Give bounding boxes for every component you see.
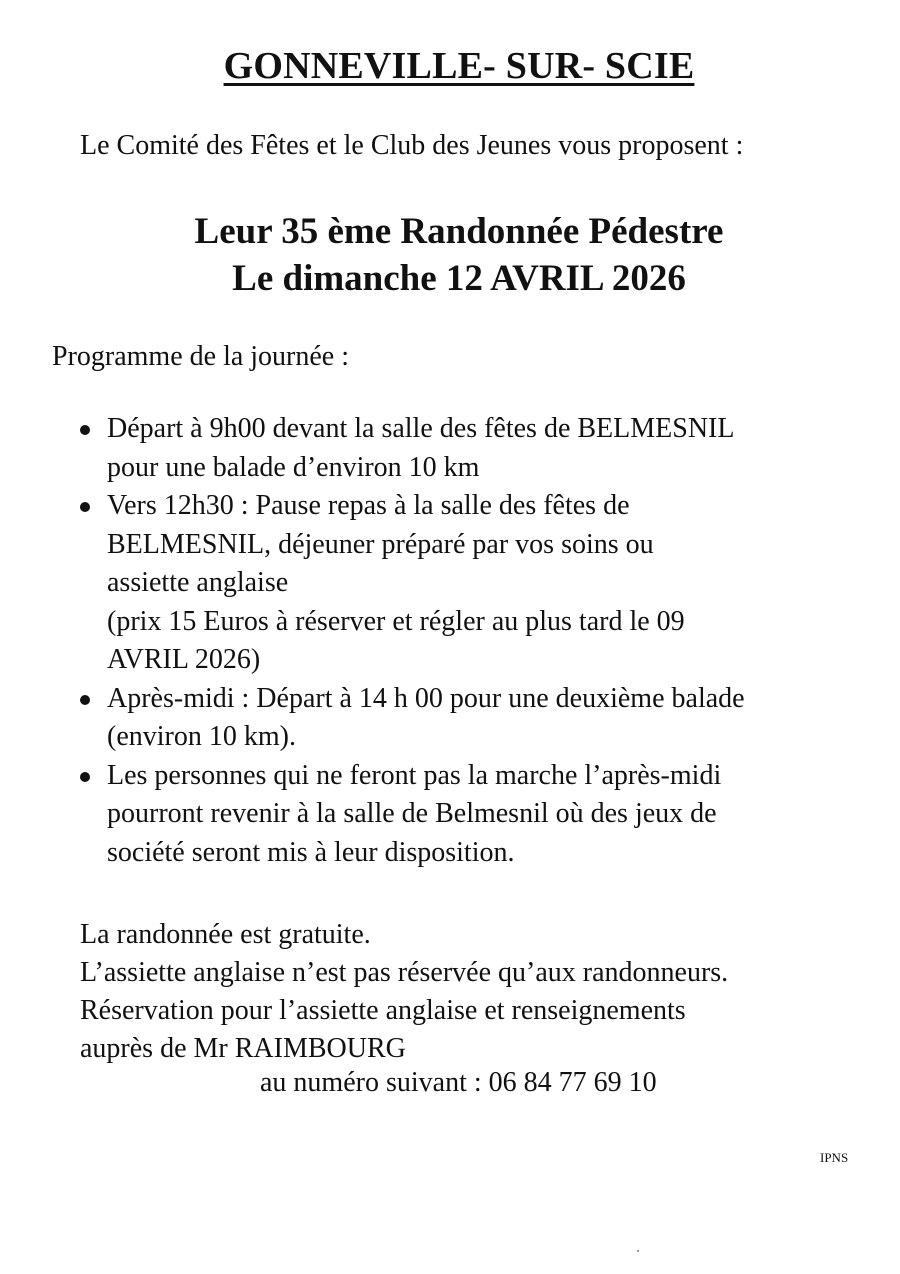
ipns-mark: IPNS [820,1150,849,1165]
program-line: pourront revenir à la salle de Belmesnil où des jeux de [107,798,717,829]
program-item-departure [78,410,868,487]
program-line: Après-midi : Départ à 14 h 00 pour une deuxième balade [107,682,745,714]
footer-info [80,916,728,1068]
page-title: GONNEVILLE- SUR- SCIE [223,45,695,87]
bullet-icon [80,425,90,435]
programme-label: Programme de la journée : [52,341,350,372]
program-line: Vers 12h30 : Pause repas à la salle des fêtes de [107,490,630,521]
intro-text: Le Comité des Fêtes et le Club des Jeunes vous proposent : [80,130,744,161]
bullet-icon [80,772,90,782]
program-line: société seront mis à leur disposition. [107,836,515,868]
scan-speck [637,1250,639,1252]
footer-line-plate: L’assiette anglaise n’est pas réservée qu’aux randonneurs. [80,957,729,988]
program-line: (prix 15 Euros à réserver et régler au plus tard le 09 [107,605,685,637]
headline-line-2: Le dimanche 12 AVRIL 2026 [232,258,686,299]
program-line: pour une balade d’environ 10 km [107,451,480,483]
bullet-icon [80,695,90,705]
program-item-games [78,757,868,873]
program-line: Les personnes qui ne feront pas la marche l’après-midi [107,759,722,791]
footer-line-free: La randonnée est gratuite. [80,919,371,950]
program-list [78,410,868,872]
program-line: Départ à 9h00 devant la salle des fêtes de BELMESNIL [107,413,735,444]
footer-line-contact: auprès de Mr RAIMBOURG [80,1033,406,1064]
program-item-afternoon [78,680,868,757]
footer-line-reservation: Réservation pour l’assiette anglaise et renseignements [80,995,686,1026]
program-item-lunch [78,487,868,680]
event-headline [0,208,900,302]
program-line: BELMESNIL, déjeuner préparé par vos soins ou [107,528,654,560]
program-line: (environ 10 km). [107,721,296,752]
program-line: AVRIL 2026) [107,644,261,675]
phone-number: au numéro suivant : 06 84 77 69 10 [260,1067,657,1098]
bullet-icon [80,502,90,512]
program-line: assiette anglaise [107,567,289,598]
headline-line-1: Leur 35 ème Randonnée Pédestre [194,211,724,252]
